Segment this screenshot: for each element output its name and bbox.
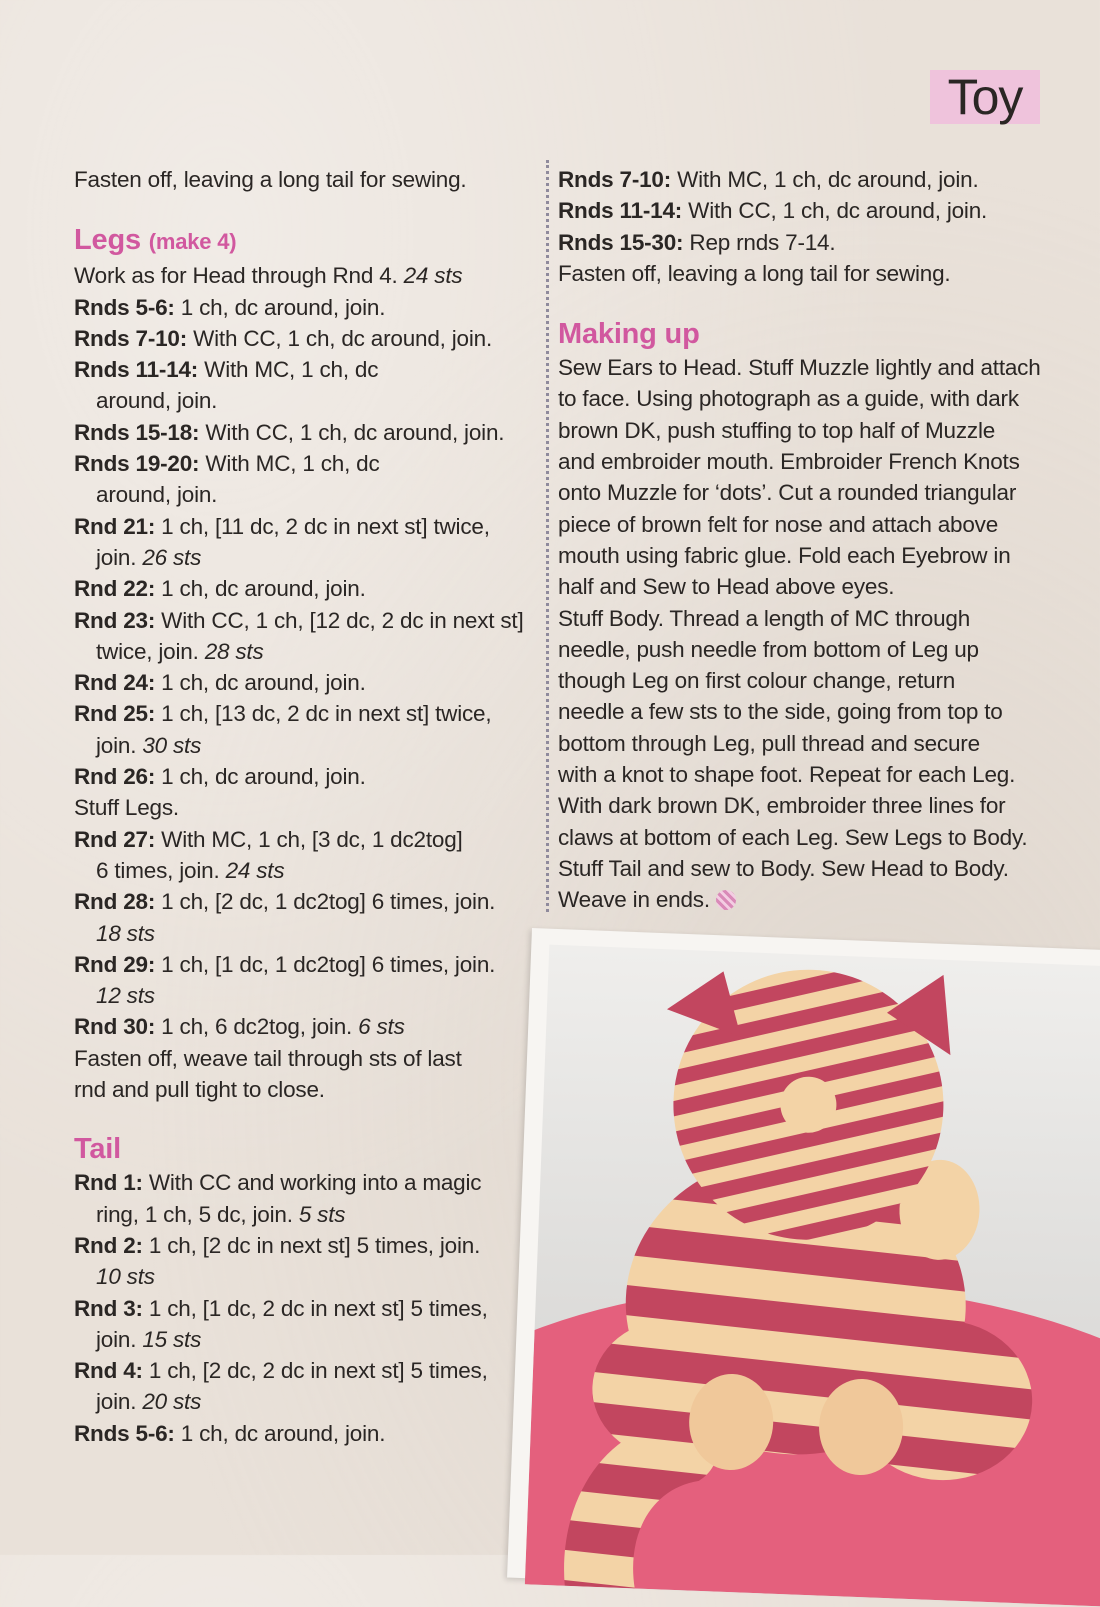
instruction-line (558, 884, 1033, 915)
instruction-line (74, 323, 539, 354)
instruction-text: piece of brown felt for nose and attach above (558, 511, 999, 537)
instruction-line (74, 855, 539, 886)
stitch-count: 24 sts (225, 857, 285, 883)
instruction-line (74, 354, 539, 385)
legs-heading (74, 222, 539, 260)
instruction-line (74, 636, 539, 667)
instruction-line (558, 603, 1033, 634)
instruction-line (558, 509, 1033, 540)
instruction-line (74, 1261, 539, 1292)
tail-instructions (74, 1167, 539, 1449)
toy-photo (525, 945, 1100, 1607)
right-column (558, 164, 1041, 916)
instruction-line (558, 790, 1033, 821)
round-label: Rnd 1: (74, 1170, 143, 1196)
instruction-text: brown DK, push stuffing to top half of Muzzle (558, 417, 996, 443)
stitch-count: 20 sts (142, 1389, 202, 1415)
instruction-line (74, 542, 539, 573)
round-label: Rnd 3: (74, 1295, 143, 1321)
instruction-line (74, 1199, 539, 1230)
instruction-text: mouth using fabric glue. Fold each Eyebrow in (558, 542, 1011, 568)
stitch-count: 28 sts (204, 638, 264, 664)
instruction-text: 1 ch, 6 dc2tog, join. (155, 1014, 359, 1040)
instruction-text: twice, join. (96, 638, 205, 664)
instruction-text: join. (96, 544, 143, 570)
instruction-text: With CC, 1 ch, dc around, join. (187, 325, 493, 351)
instruction-text: With MC, 1 ch, dc (199, 451, 380, 477)
instruction-text: 1 ch, [13 dc, 2 dc in next st] twice, (155, 701, 492, 727)
instruction-text: With CC and working into a magic (142, 1170, 482, 1196)
round-label: Rnds 11-14: (74, 357, 199, 383)
instruction-text: 1 ch, [1 dc, 2 dc in next st] 5 times, (142, 1295, 488, 1321)
instruction-text: though Leg on first colour change, return (558, 668, 956, 694)
intro-text: Fasten off, leaving a long tail for sewing. (74, 167, 467, 192)
instruction-line (558, 352, 1041, 383)
instruction-text: 1 ch, [2 dc in next st] 5 times, join. (142, 1232, 481, 1258)
instruction-line (74, 479, 539, 510)
instruction-text: 6 times, join. (96, 857, 226, 883)
instruction-line (74, 605, 539, 636)
photo-frame (507, 928, 1100, 1601)
instruction-text: 1 ch, dc around, join. (155, 670, 366, 696)
round-label: Rnd 26: (74, 764, 156, 790)
instruction-text: With CC, 1 ch, dc around, join. (199, 419, 505, 445)
stitch-count: 26 sts (142, 544, 202, 570)
round-label: Rnd 28: (74, 889, 156, 915)
instruction-line (74, 886, 539, 917)
instruction-line (74, 1386, 539, 1417)
instruction-text: 1 ch, dc around, join. (174, 294, 386, 320)
round-label: Rnd 2: (74, 1232, 143, 1258)
instruction-line (74, 1011, 539, 1042)
instruction-line (74, 792, 539, 823)
instruction-line (558, 759, 1033, 790)
instruction-line (74, 260, 539, 291)
round-label: Rnds 7-10: (558, 167, 672, 192)
instruction-line (74, 448, 539, 479)
round-label: Rnd 24: (74, 670, 156, 696)
round-label: Rnds 5-6: (74, 294, 175, 320)
instruction-line (558, 665, 1033, 696)
round-label: Rnd 30: (74, 1014, 156, 1040)
instruction-line (74, 417, 539, 448)
round-label: Rnd 4: (74, 1358, 143, 1384)
instruction-line (558, 383, 1033, 414)
round-label: Rnds 5-6: (74, 1420, 175, 1446)
instruction-text: 1 ch, dc around, join. (155, 764, 366, 790)
tail-heading (74, 1131, 539, 1167)
stitch-count: 10 sts (96, 1264, 155, 1290)
instruction-text: With MC, 1 ch, dc (198, 357, 379, 383)
instruction-line (74, 1293, 539, 1324)
instruction-text: half and Sew to Head above eyes. (558, 574, 895, 600)
instruction-line (74, 573, 539, 604)
stitch-count: 24 sts (403, 263, 463, 289)
instruction-text: With CC, 1 ch, dc around, join. (682, 198, 988, 224)
instruction-text: around, join. (96, 482, 218, 508)
legs-title: Legs (74, 224, 141, 257)
instruction-text: Stuff Legs. (74, 795, 179, 821)
instruction-line (558, 415, 1033, 446)
instruction-text: With CC, 1 ch, [12 dc, 2 dc in next st] (155, 607, 524, 633)
round-label: Rnd 21: (74, 513, 156, 539)
instruction-line (74, 385, 539, 416)
instruction-line (558, 195, 1033, 226)
instruction-line (74, 730, 539, 761)
yarn-ball-icon (716, 890, 736, 910)
instruction-line (74, 824, 539, 855)
legs-subtitle: (make 4) (148, 229, 237, 255)
instruction-text: 1 ch, dc around, join. (174, 1420, 386, 1446)
instruction-text: 1 ch, [11 dc, 2 dc in next st] twice, (155, 513, 490, 539)
instruction-line (558, 822, 1033, 853)
instruction-text: needle, push needle from bottom of Leg up (558, 636, 979, 662)
round-label: Rnds 15-18: (74, 419, 200, 445)
round-label: Rnd 29: (74, 951, 156, 977)
legs-instructions (74, 260, 539, 1105)
instruction-text: Work as for Head through Rnd 4. (74, 263, 404, 289)
tail-title: Tail (74, 1133, 122, 1166)
instruction-text: Stuff Body. Thread a length of MC through (558, 605, 971, 631)
instruction-text: needle a few sts to the side, going from top to (558, 699, 1003, 725)
crochet-cat-illustration (525, 945, 1100, 1607)
instruction-text: onto Muzzle for ‘dots’. Cut a rounded triangular (558, 480, 1017, 506)
making-up-heading (558, 316, 1033, 352)
stitch-count: 30 sts (142, 732, 202, 758)
stitch-count: 15 sts (142, 1326, 202, 1352)
instruction-line (74, 667, 539, 698)
instruction-text: With dark brown DK, embroider three lines for (558, 793, 1006, 819)
instruction-text: Rep rnds 7-14. (683, 229, 836, 255)
instruction-line (74, 1230, 539, 1261)
instruction-text: and embroider mouth. Embroider French Knots (558, 449, 1020, 475)
instruction-text: join. (96, 732, 143, 758)
instruction-line (74, 761, 539, 792)
instruction-text: 1 ch, [2 dc, 2 dc in next st] 5 times, (142, 1358, 488, 1384)
stitch-count: 12 sts (96, 983, 155, 1009)
instruction-line (558, 853, 1033, 884)
instruction-text: to face. Using photograph as a guide, with dark (558, 386, 1019, 412)
instruction-line (74, 949, 539, 980)
instruction-line (74, 1355, 539, 1386)
round-label: Rnds 19-20: (74, 451, 200, 477)
left-column (74, 164, 539, 1449)
round-label: Rnds 7-10: (74, 325, 188, 351)
instruction-text: claws at bottom of each Leg. Sew Legs to Body. (558, 824, 1028, 850)
instruction-line (558, 696, 1033, 727)
instruction-line (558, 227, 1033, 258)
instruction-text: 1 ch, [1 dc, 1 dc2tog] 6 times, join. (155, 951, 496, 977)
instruction-line (74, 511, 539, 542)
instruction-text: rnd and pull tight to close. (74, 1077, 325, 1103)
instruction-text: Sew Ears to Head. Stuff Muzzle lightly and attach (558, 355, 1041, 381)
instruction-text: Fasten off, leaving a long tail for sewing. (558, 260, 951, 286)
column-divider (546, 160, 549, 912)
making-up-instructions (558, 352, 1041, 915)
instruction-line (558, 446, 1033, 477)
round-label: Rnd 27: (74, 826, 156, 852)
instruction-text: 1 ch, dc around, join. (155, 576, 366, 602)
instruction-text: With MC, 1 ch, [3 dc, 1 dc2tog] (155, 826, 463, 852)
stitch-count: 5 sts (298, 1201, 346, 1227)
round-label: Rnd 25: (74, 701, 156, 727)
instruction-text: join. (96, 1389, 143, 1415)
round-label: Rnds 11-14: (558, 198, 683, 224)
instruction-text: Weave in ends. (558, 887, 710, 913)
instruction-line (74, 980, 539, 1011)
instruction-line (74, 1324, 539, 1355)
instruction-line (74, 1167, 539, 1198)
instruction-line (74, 292, 539, 323)
instruction-line (558, 540, 1033, 571)
instruction-text: ring, 1 ch, 5 dc, join. (96, 1201, 299, 1227)
instruction-line (74, 1418, 539, 1449)
instruction-line (74, 1074, 539, 1105)
instruction-line (558, 571, 1033, 602)
instruction-text: Fasten off, weave tail through sts of last (74, 1045, 462, 1071)
instruction-text: 1 ch, [2 dc, 1 dc2tog] 6 times, join. (155, 889, 496, 915)
stitch-count: 18 sts (96, 920, 155, 946)
tail-instructions-continued (558, 164, 1033, 289)
instruction-line (558, 728, 1033, 759)
instruction-line (558, 477, 1033, 508)
instruction-line (74, 1043, 539, 1074)
instruction-text: with a knot to shape foot. Repeat for each Leg. (558, 762, 1016, 788)
instruction-line (558, 634, 1033, 665)
instruction-text: join. (96, 1326, 143, 1352)
instruction-line (74, 918, 539, 949)
section-tab: Toy (930, 70, 1040, 124)
instruction-text: With MC, 1 ch, dc around, join. (671, 167, 979, 192)
instruction-line (74, 698, 539, 729)
making-up-title: Making up (558, 318, 700, 351)
instruction-line (558, 164, 1033, 195)
stitch-count: 6 sts (358, 1014, 405, 1040)
instruction-text: bottom through Leg, pull thread and secure (558, 730, 980, 756)
round-label: Rnd 23: (74, 607, 156, 633)
round-label: Rnds 15-30: (558, 229, 684, 255)
instruction-text: around, join. (96, 388, 218, 414)
round-label: Rnd 22: (74, 576, 156, 602)
instruction-line (558, 258, 1033, 289)
instruction-text: Stuff Tail and sew to Body. Sew Head to Body. (558, 855, 1009, 881)
